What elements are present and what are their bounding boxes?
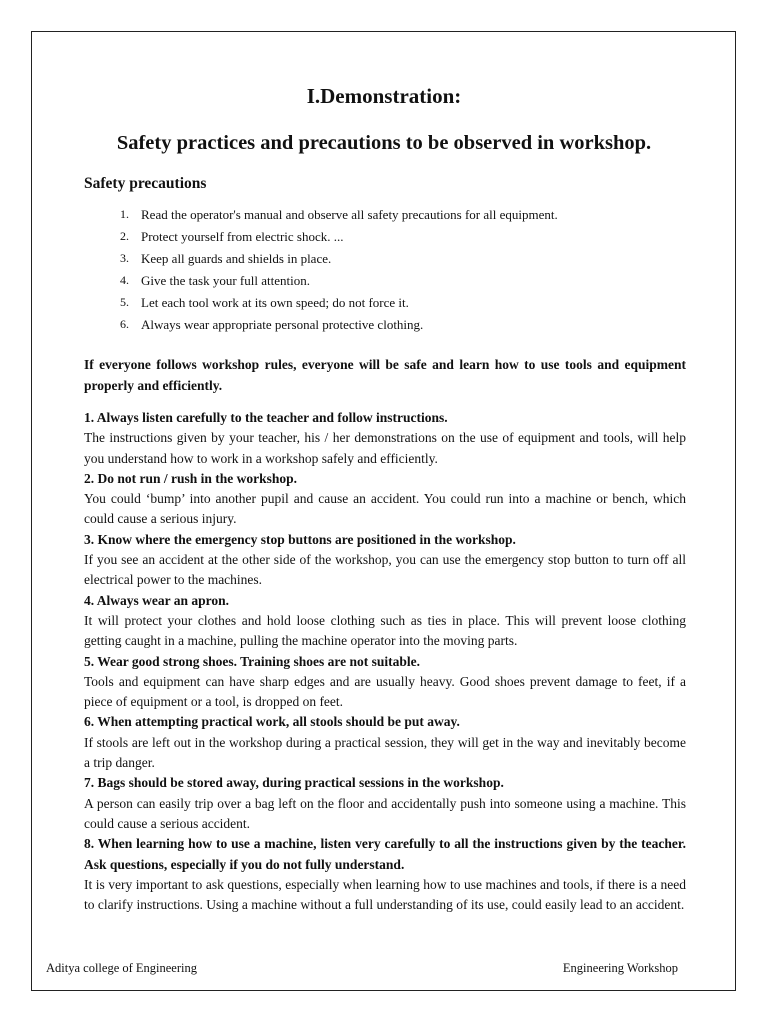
precaution-text: Protect yourself from electric shock. ... [141,229,344,244]
rule-body: It will protect your clothes and hold loose clothing such as ties in place. This will prevent loose clothing getting caught in a machine, pulling the machine operator into the moving parts. [84,612,686,649]
precaution-number: 5. [120,295,129,309]
precaution-item [84,249,684,271]
footer-institution: Aditya college of Engineering [46,961,197,975]
section-heading: Safety precautions [84,175,207,192]
precaution-item [84,205,684,227]
rule-title: 3. Know where the emergency stop buttons are positioned in the workshop. [84,531,516,547]
precaution-text: Always wear appropriate personal protective clothing. [141,317,424,332]
precautions-list [84,205,684,337]
page-title: I.Demonstration: [306,84,462,108]
rules-section [84,408,686,915]
rule-title: 6. When attempting practical work, all stools should be put away. [84,714,460,730]
rule-body: Tools and equipment can have sharp edges and are usually heavy. Good shoes prevent damage to feet, if a piece of equipment or a tool, is dropped on feet. [84,673,686,710]
precaution-number: 6. [120,317,129,331]
precaution-number: 2. [120,229,129,243]
rule-title: 4. Always wear an apron. [84,592,230,608]
rule-body: If stools are left out in the workshop during a practical session, they will get in the way and inevitably become a trip danger. [84,734,686,771]
rule-title: 7. Bags should be stored away, during practical sessions in the workshop. [84,775,504,791]
precaution-number: 1. [120,207,129,221]
precaution-text: Give the task your full attention. [141,273,310,288]
intro-paragraph: If everyone follows workshop rules, everyone will be safe and learn how to use tools and equipment properly and efficiently. [84,357,686,393]
precaution-item [84,315,684,337]
rule-title: 5. Wear good strong shoes. Training shoes are not suitable. [84,653,421,669]
rule-title: 2. Do not run / rush in the workshop. [84,470,298,486]
precaution-text: Let each tool work at its own speed; do not force it. [141,295,409,310]
footer-course: Engineering Workshop [562,961,678,975]
rule-body: It is very important to ask questions, especially when learning how to use machines and tools, if there is a need to clarify instructions. Using a machine without a full understanding of its use, could easily lead to an accident. [84,876,686,913]
precaution-number: 4. [120,273,129,287]
precaution-item [84,271,684,293]
precaution-text: Keep all guards and shields in place. [141,251,332,266]
page-subtitle: Safety practices and precautions to be observed in workshop. [116,132,652,154]
rule-body: The instructions given by your teacher, his / her demonstrations on the use of equipment and tools, will help you understand how to work in a workshop safely and efficiently. [84,430,686,466]
rule-body: You could ‘bump’ into another pupil and cause an accident. You could run into a machine or bench, which could cause a serious injury. [84,491,686,527]
precaution-number: 3. [120,251,129,265]
precaution-text: Read the operator's manual and observe all safety precautions for all equipment. [141,207,558,222]
rule-body: A person can easily trip over a bag left on the floor and accidentally push into someone using a machine. This could cause a serious accident. [84,795,686,831]
rule-title: 8. When learning how to use a machine, listen very carefully to all the instructions given by the teacher. Ask questions, especially if you do not fully understand. [84,836,686,872]
rule-title: 1. Always listen carefully to the teacher and follow instructions. [84,410,448,425]
precaution-item [84,227,684,249]
precaution-item [84,293,684,315]
rule-body: If you see an accident at the other side of the workshop, you can use the emergency stop button to turn off all electrical power to the machines. [84,552,686,588]
